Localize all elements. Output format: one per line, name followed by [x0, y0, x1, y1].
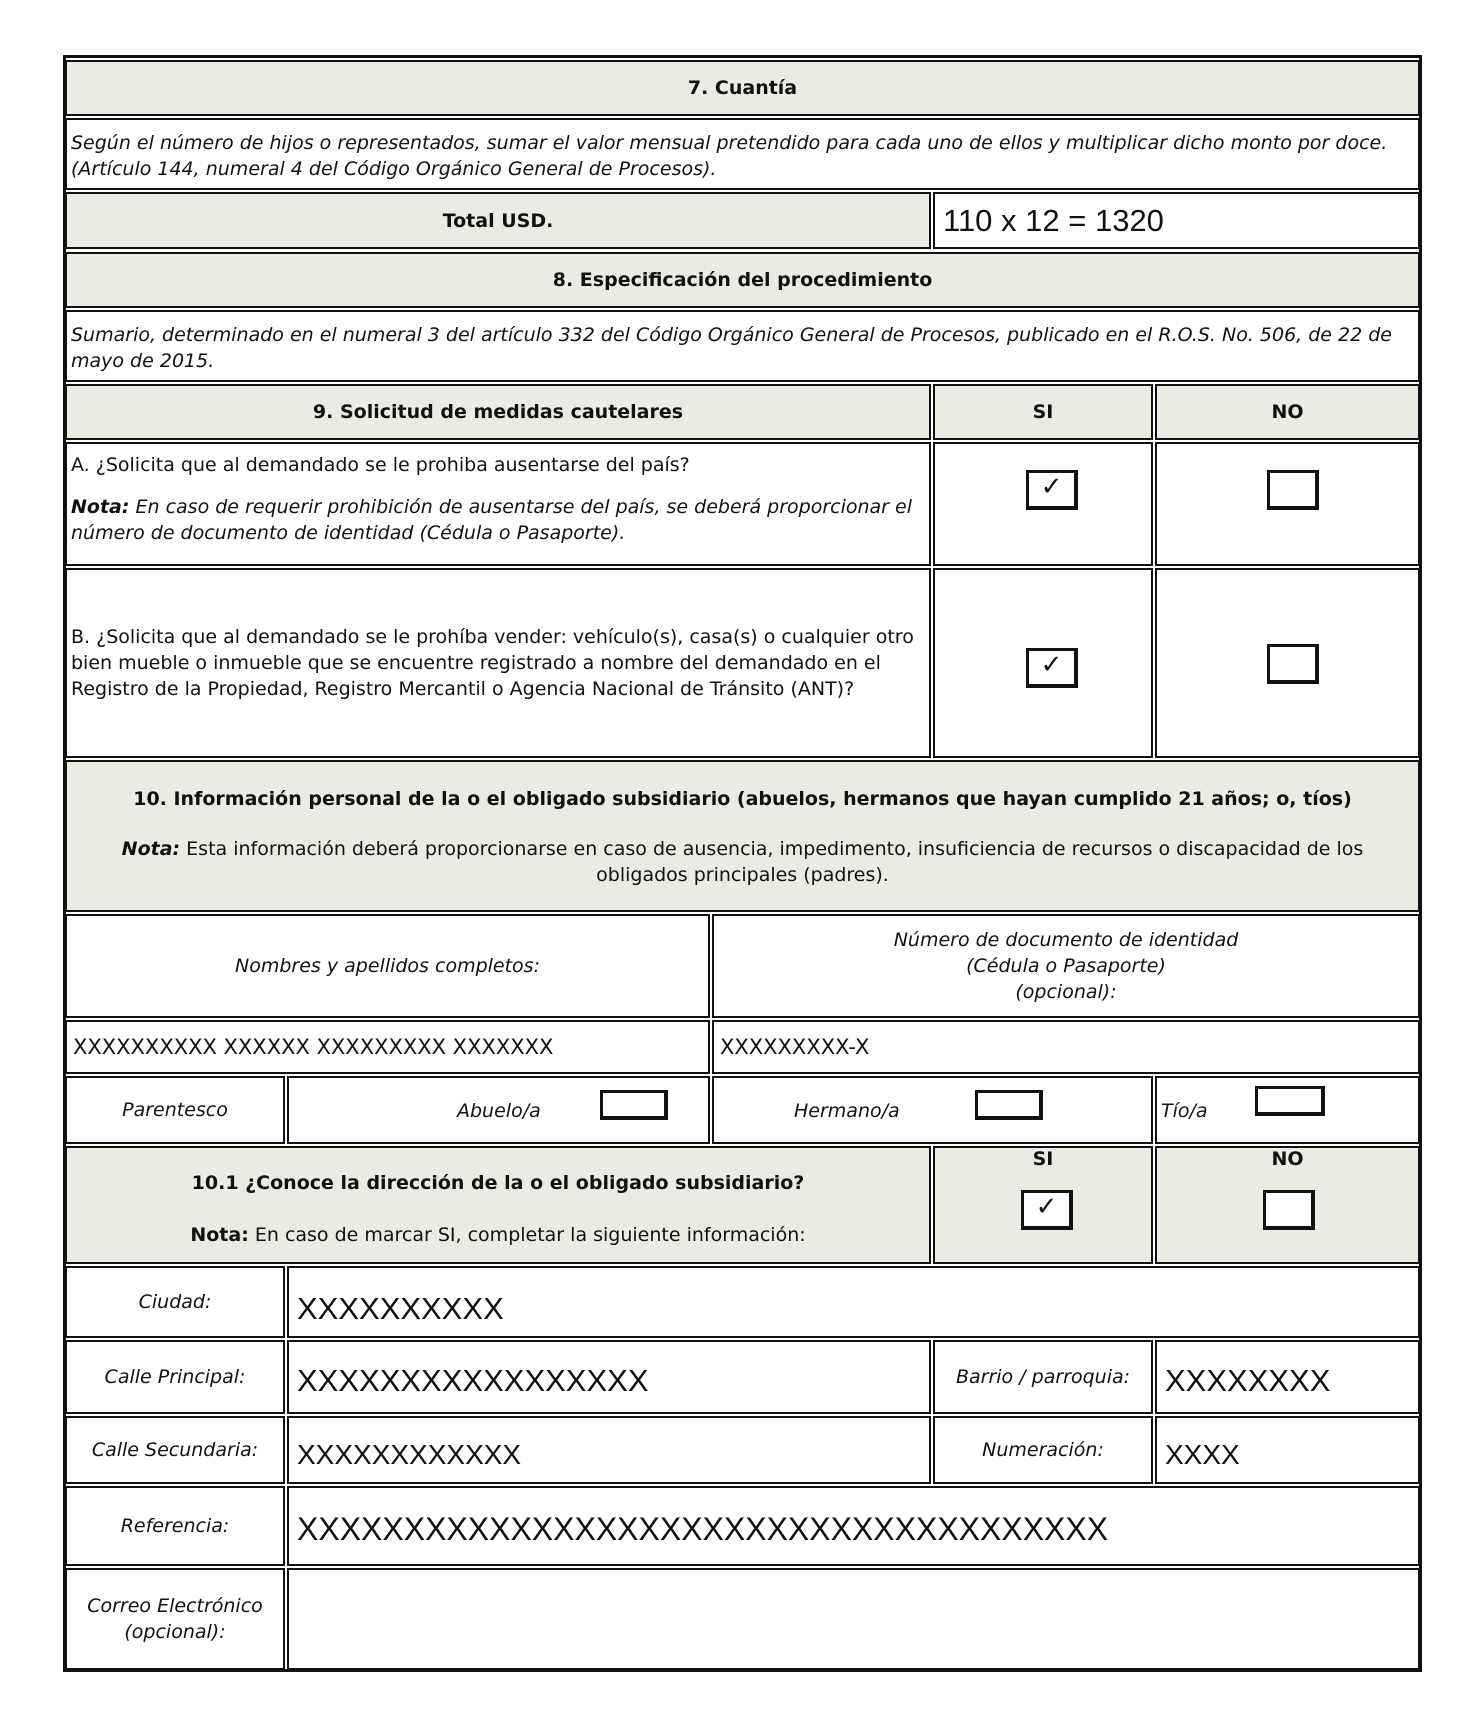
number-field[interactable]: [1155, 1416, 1420, 1484]
total-usd-label-cell: [65, 192, 931, 249]
number-label: Numeración:: [982, 1439, 1104, 1461]
section-10-1-note-text: En caso de marcar SI, completar la siguiente información:: [248, 1224, 806, 1246]
sibling-checkbox[interactable]: [975, 1090, 1043, 1120]
grandparent-checkbox[interactable]: [600, 1090, 668, 1120]
id-label-cell: [712, 914, 1420, 1018]
email-label-line-2: (opcional):: [124, 1621, 226, 1643]
city-label-cell: [65, 1266, 285, 1338]
reference-label-cell: [65, 1486, 285, 1566]
section-10-1-no-label: NO: [1271, 1148, 1304, 1170]
email-label-line-1: Correo Electrónico: [87, 1595, 263, 1617]
section-9-yes-label: SI: [1032, 401, 1054, 423]
uncle-checkbox[interactable]: [1255, 1086, 1325, 1116]
secondary-street-label: Calle Secundaria:: [91, 1439, 259, 1461]
total-usd-value: 110 x 12 = 1320: [943, 202, 1164, 238]
main-street-value: XXXXXXXXXXXXXXXXX: [297, 1363, 649, 1398]
kinship-label: Parentesco: [122, 1099, 228, 1121]
question-a-cell: [65, 442, 931, 566]
question-b-cell: [65, 568, 931, 758]
section-9-header: [65, 384, 931, 440]
email-label-cell: [65, 1568, 285, 1670]
names-label-cell: [65, 914, 710, 1018]
section-7-header: [65, 60, 1420, 116]
section-8-header: [65, 252, 1420, 308]
number-label-cell: [933, 1416, 1153, 1484]
secondary-street-field[interactable]: [287, 1416, 931, 1484]
number-value: XXXX: [1165, 1439, 1240, 1470]
check-mark-icon: ✓: [1035, 1192, 1058, 1222]
id-number-field[interactable]: [712, 1020, 1420, 1074]
main-street-label-cell: [65, 1340, 285, 1414]
city-field[interactable]: [287, 1266, 1420, 1338]
question-a-no-checkbox[interactable]: [1267, 470, 1319, 510]
names-value: XXXXXXXXXX XXXXXX XXXXXXXXX XXXXXXX: [73, 1035, 554, 1059]
address-known-no-checkbox[interactable]: [1263, 1190, 1315, 1230]
sibling-option-cell: [712, 1076, 1153, 1144]
section-10-1-note-label: Nota:: [190, 1224, 249, 1246]
email-field[interactable]: [287, 1568, 1420, 1670]
section-10-note-label: Nota:: [121, 838, 181, 860]
section-10-title: 10. Información personal de la o el obligado subsidiario (abuelos, hermanos que hayan cumplido 21 años; o, tíos): [133, 788, 1352, 810]
id-number-value: XXXXXXXXX-X: [720, 1035, 870, 1059]
section-10-note-text: Esta información deberá proporcionarse en caso de ausencia, impedimento, insuficiencia de recursos o discapacidad de los obligados principales (padres).: [180, 838, 1364, 886]
question-b-no-cell: [1155, 568, 1420, 758]
id-label-line-3: (opcional):: [1015, 981, 1117, 1003]
total-usd-field[interactable]: [933, 192, 1420, 249]
section-10-1-yes-cell: [933, 1146, 1153, 1264]
question-b-text: B. ¿Solicita que al demandado se le prohíba vender: vehículo(s), casa(s) o cualquier otro bien mueble o inmueble que se encuentre registrado a nombre del demandado en el Registro de la Propiedad, Registro Mercantil o Agencia Nacional de Tránsito (ANT)?: [71, 626, 914, 700]
grandparent-label: Abuelo/a: [457, 1100, 541, 1122]
question-b-yes-checkbox[interactable]: [1026, 648, 1078, 688]
reference-value: XXXXXXXXXXXXXXXXXXXXXXXXXXXXXXXXXXXXXX: [297, 1510, 1109, 1547]
question-a-note-label: Nota:: [71, 496, 130, 518]
question-a-note: [71, 494, 925, 546]
section-9-yes-header: [933, 384, 1153, 440]
question-a-yes-cell: [933, 442, 1153, 566]
section-8-text: Sumario, determinado en el numeral 3 del artículo 332 del Código Orgánico General de Procesos, publicado en el R.O.S. No. 506, de 22 de mayo de 2015.: [71, 324, 1392, 372]
sibling-label: Hermano/a: [794, 1100, 900, 1122]
section-7-title: 7. Cuantía: [687, 77, 798, 99]
reference-field[interactable]: [287, 1486, 1420, 1566]
section-10-1-title: 10.1 ¿Conoce la dirección de la o el obligado subsidiario?: [191, 1172, 805, 1194]
section-10-header: [65, 760, 1420, 912]
names-label: Nombres y apellidos completos:: [235, 955, 540, 977]
city-value: XXXXXXXXXX: [297, 1291, 504, 1326]
neighborhood-label: Barrio / parroquia:: [955, 1366, 1131, 1388]
address-known-yes-checkbox[interactable]: [1021, 1190, 1073, 1230]
uncle-label: Tío/a: [1161, 1100, 1208, 1122]
grandparent-option-cell: [287, 1076, 710, 1144]
neighborhood-label-cell: [933, 1340, 1153, 1414]
id-label-line-1: Número de documento de identidad: [893, 929, 1239, 951]
section-10-1-yes-label: SI: [1032, 1148, 1054, 1170]
section-10-1-note: [67, 1222, 929, 1248]
city-label: Ciudad:: [138, 1291, 212, 1313]
section-9-no-label: NO: [1271, 401, 1304, 423]
names-field[interactable]: [65, 1020, 710, 1074]
question-b-yes-cell: [933, 568, 1153, 758]
question-a-text: A. ¿Solicita que al demandado se le prohiba ausentarse del país?: [71, 454, 690, 476]
uncle-option-cell: [1155, 1076, 1420, 1144]
total-usd-label: Total USD.: [442, 209, 554, 232]
neighborhood-field[interactable]: [1155, 1340, 1420, 1414]
main-street-label: Calle Principal:: [104, 1366, 246, 1388]
question-b-no-checkbox[interactable]: [1267, 644, 1319, 684]
section-8-text-cell: [65, 310, 1420, 382]
section-10-1-header: [65, 1146, 931, 1264]
id-label-line-2: (Cédula o Pasaporte): [966, 955, 1166, 977]
main-street-field[interactable]: [287, 1340, 931, 1414]
question-a-note-text: En caso de requerir prohibición de ausentarse del país, se deberá proporcionar el número de documento de identidad (Cédula o Pasaporte).: [71, 496, 912, 544]
question-a-no-cell: [1155, 442, 1420, 566]
section-7-instructions: [65, 118, 1420, 190]
kinship-label-cell: [65, 1076, 285, 1144]
section-9-no-header: [1155, 384, 1420, 440]
secondary-street-value: XXXXXXXXXXXX: [297, 1439, 522, 1470]
section-10-1-no-cell: [1155, 1146, 1420, 1264]
check-mark-icon: ✓: [1040, 472, 1063, 502]
section-9-title: 9. Solicitud de medidas cautelares: [312, 401, 684, 423]
check-mark-icon: ✓: [1040, 650, 1063, 680]
question-a-yes-checkbox[interactable]: [1026, 470, 1078, 510]
neighborhood-value: XXXXXXXX: [1165, 1363, 1331, 1398]
reference-label: Referencia:: [120, 1515, 230, 1537]
section-7-instructions-text: Según el número de hijos o representados, sumar el valor mensual pretendido para cada uno de ellos y multiplicar dicho monto por doce. (Artículo 144, numeral 4 del Código Orgánico General de Procesos).: [71, 132, 1388, 180]
secondary-street-label-cell: [65, 1416, 285, 1484]
section-8-title: 8. Especificación del procedimiento: [552, 269, 933, 291]
section-10-note: [77, 836, 1408, 888]
